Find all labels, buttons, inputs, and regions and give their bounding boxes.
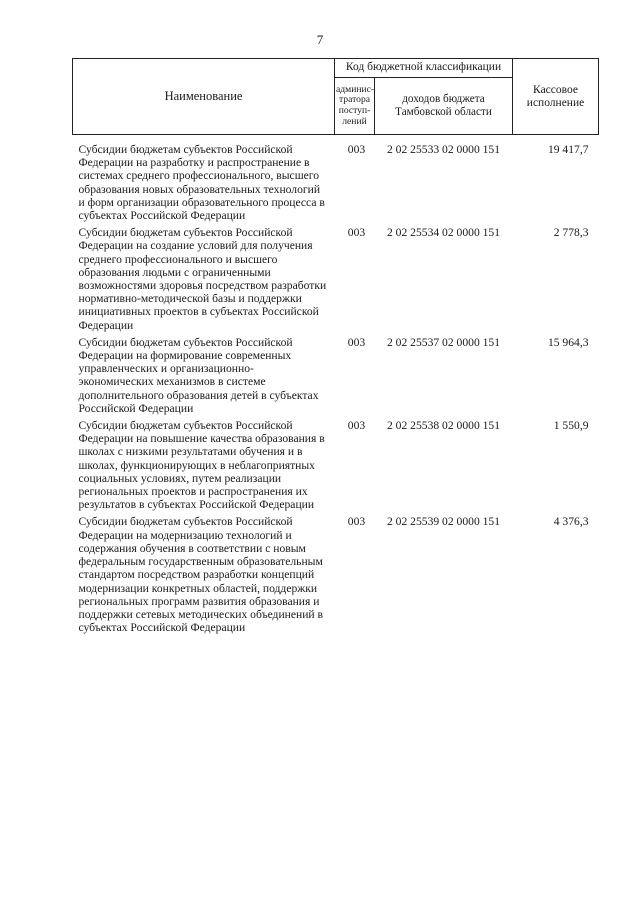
row-admin-code: 003 xyxy=(347,419,366,433)
row-income-code: 2 02 25534 02 0000 151 xyxy=(386,226,501,240)
table-body xyxy=(73,135,599,635)
row-admin-code: 003 xyxy=(347,335,366,349)
table-row xyxy=(73,332,599,415)
header-execution: Кассовое исполнение xyxy=(513,59,599,135)
row-amount: 2 778,3 xyxy=(553,226,589,240)
row-admin-code: 003 xyxy=(347,515,366,529)
table-header xyxy=(73,59,599,135)
row-amount: 15 964,3 xyxy=(547,335,589,349)
budget-table xyxy=(72,58,599,634)
row-amount: 1 550,9 xyxy=(553,419,589,433)
row-income-code: 2 02 25537 02 0000 151 xyxy=(386,335,501,349)
header-classification: Код бюджетной классификации xyxy=(335,59,513,78)
row-amount: 19 417,7 xyxy=(547,143,589,156)
header-income-code: доходов бюджета Тамбовской области xyxy=(375,78,513,135)
table-row xyxy=(73,511,599,634)
row-name: Субсидии бюджетам субъектов Российской Федерации на модернизацию технологий и содержания обучения в соответствии с новым федеральным государственным образовательным стандартом посредством разработки концепций модернизации конкретных областей, поддержки региональных программ развития образования и поддержки сетевых методических объединений в субъектах Российской Федерации xyxy=(78,515,323,635)
row-admin-code: 003 xyxy=(347,143,366,156)
row-name: Субсидии бюджетам субъектов Российской Федерации на создание условий для получения среднего профессионального и высшего образования людьми с ограниченными возможностями здоровья посредством разработки нормативно-методической базы и поддержки инициативных проектов в субъектах Российской Федерации xyxy=(78,226,327,332)
row-income-code: 2 02 25539 02 0000 151 xyxy=(386,515,501,529)
table-row xyxy=(73,139,599,222)
row-name: Субсидии бюджетам субъектов Российской Федерации на разработку и распространение в системах среднего профессионального, высшего образования новых образовательных технологий и форм организации образовательного процесса в субъектах Российской Федерации xyxy=(78,143,325,223)
table-row xyxy=(73,415,599,511)
row-income-code: 2 02 25538 02 0000 151 xyxy=(386,419,501,433)
row-amount: 4 376,3 xyxy=(553,515,589,529)
row-name: Субсидии бюджетам субъектов Российской Федерации на формирование современных управленческих и организационно-экономических механизмов в системе дополнительного образования детей в субъектах Российской Федерации xyxy=(78,335,319,415)
row-name: Субсидии бюджетам субъектов Российской Федерации на повышение качества образования в школах с низкими результатами обучения и в школах, функционирующих в неблагоприятных социальных условиях, путем реализации региональных проектов и распространения их результатов в субъектах Российской Федерации xyxy=(78,419,325,512)
row-income-code: 2 02 25533 02 0000 151 xyxy=(386,143,501,156)
page-number: 7 xyxy=(316,32,324,47)
header-administrator: админис-тратора поступ-лений xyxy=(335,78,375,135)
row-admin-code: 003 xyxy=(347,226,366,240)
header-name: Наименование xyxy=(73,59,335,135)
table-row xyxy=(73,222,599,332)
